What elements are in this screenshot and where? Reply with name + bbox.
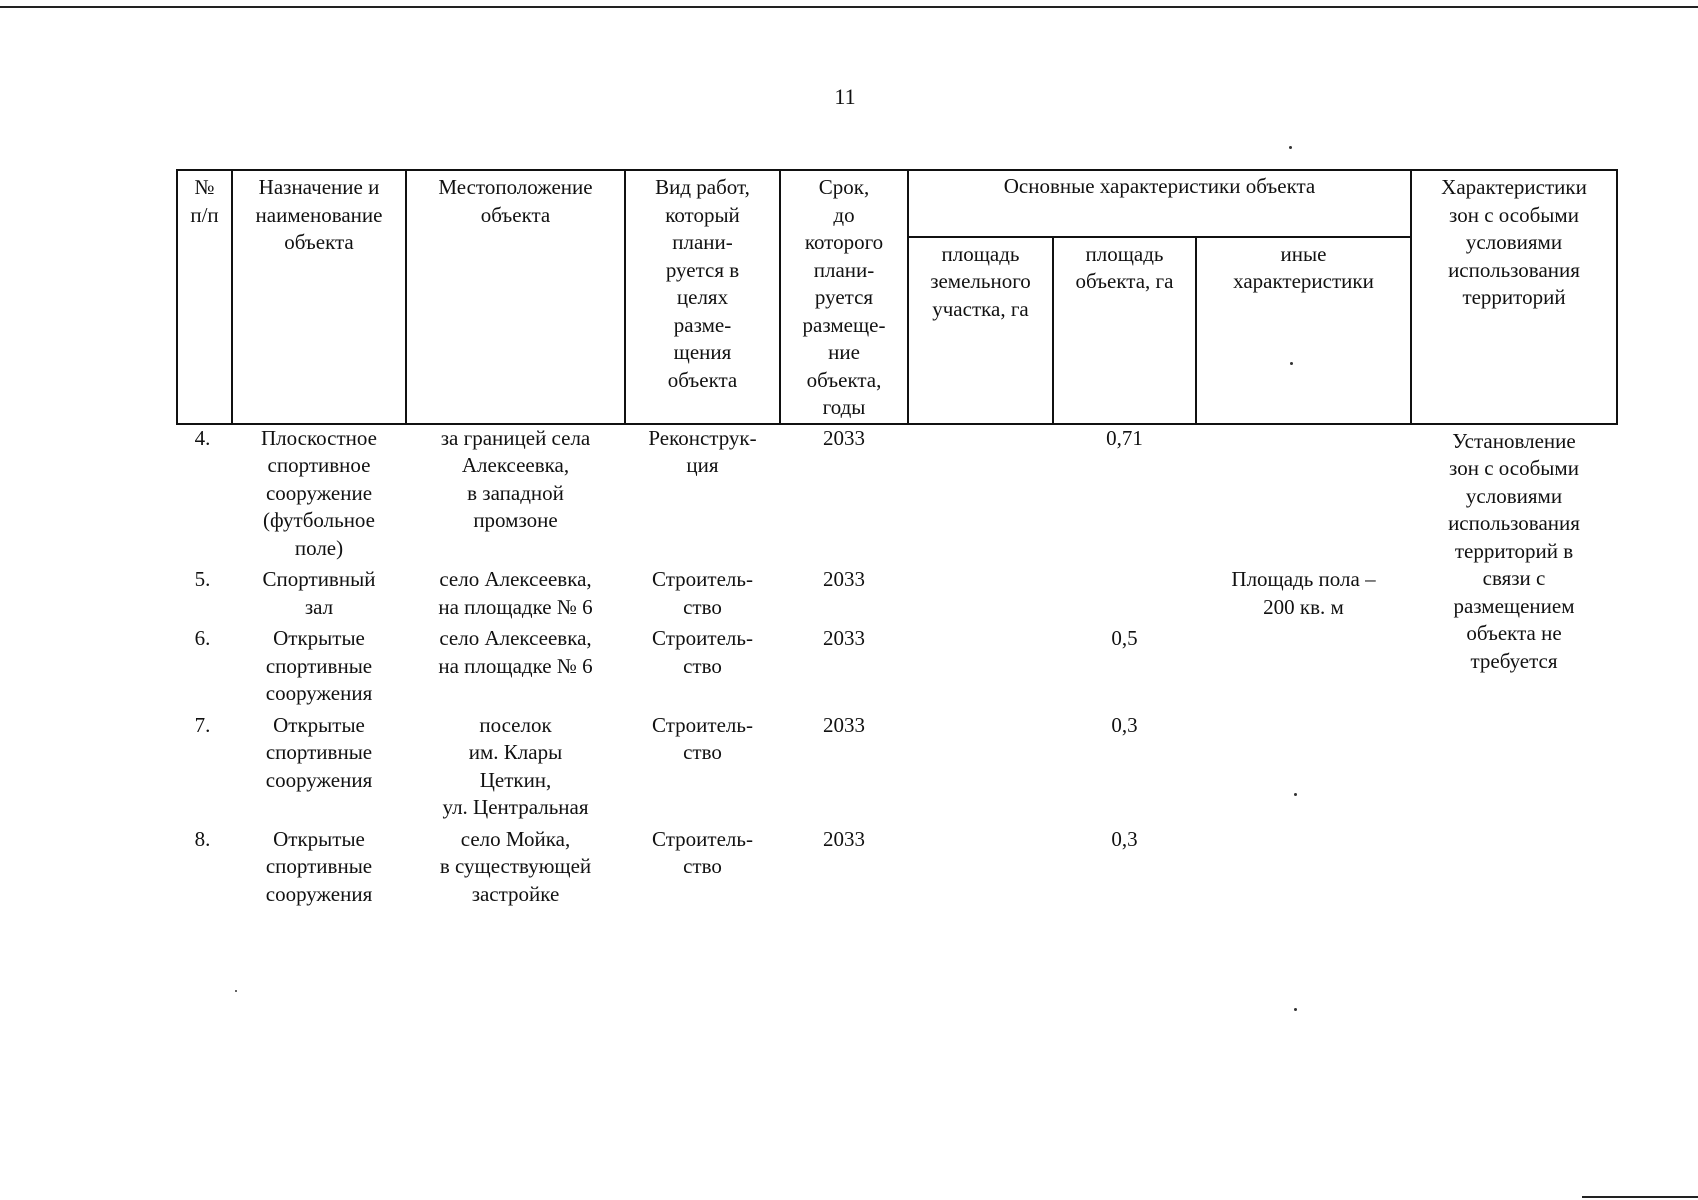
row-term: 2033 — [823, 626, 865, 650]
header-num: № п/п — [177, 170, 232, 424]
row-num: 8. — [194, 826, 211, 851]
header-name: Назначение и наименование объекта — [232, 170, 406, 424]
zones-note: Установление зон с особыми условиями использования территорий в связи с размещением объекта не требуется — [1448, 428, 1580, 673]
row-other — [1196, 712, 1411, 826]
header-zones: Характеристики зон с особыми условиями использования территорий — [1411, 170, 1617, 424]
row-location: село Алексеевка, на площадке № 6 — [438, 626, 593, 678]
row-land-area — [908, 625, 1053, 712]
row-land-area — [908, 424, 1053, 567]
row-location: поселок им. Клары Цеткин, ул. Центральная — [442, 712, 589, 819]
row-object-area: 0,5 — [1111, 626, 1138, 650]
row-object-area: 0,3 — [1111, 712, 1138, 737]
row-name: Открытые спортивные сооружения — [265, 626, 373, 705]
row-work-type: Реконструк- ция — [648, 425, 757, 477]
scan-speck — [1289, 146, 1292, 149]
row-term: 2033 — [823, 712, 865, 737]
row-object-area: 0,3 — [1111, 826, 1138, 851]
header-land-area: площадь земельного участка, га — [908, 237, 1053, 424]
row-land-area — [908, 826, 1053, 913]
row-work-type: Строитель- ство — [652, 626, 753, 678]
table-header-row — [177, 170, 1617, 237]
header-main-characteristics: Основные характеристики объекта — [908, 170, 1411, 237]
header-object-area: площадь объекта, га — [1053, 237, 1196, 424]
table-row — [177, 826, 1617, 913]
row-other — [1196, 625, 1411, 712]
row-term: 2033 — [823, 826, 865, 851]
header-term: Срок, до которого плани- руется размеще- ние объекта, годы — [780, 170, 908, 424]
page-number: 11 — [834, 84, 856, 109]
row-work-type: Строитель- ство — [652, 567, 753, 619]
header-work-type: Вид работ, который плани- руется в целях разме- щения объекта — [625, 170, 780, 424]
scan-border-bottom — [1582, 1196, 1698, 1198]
row-other — [1196, 826, 1411, 913]
scan-speck — [235, 990, 237, 992]
row-name: Открытые спортивные сооружения — [265, 712, 373, 792]
row-location: за границей села Алексеевка, в западной промзоне — [440, 425, 591, 532]
table-row — [177, 566, 1617, 625]
row-num: 4. — [194, 425, 211, 450]
row-object-area — [1053, 566, 1196, 625]
row-name: Спортивный зал — [262, 567, 376, 619]
header-other: иные характеристики — [1196, 237, 1411, 424]
row-term: 2033 — [823, 567, 865, 591]
row-name: Открытые спортивные сооружения — [265, 826, 373, 906]
row-num: 6. — [194, 626, 211, 650]
row-land-area — [908, 712, 1053, 826]
scan-border-top — [0, 6, 1698, 8]
row-term: 2033 — [823, 425, 865, 450]
row-num: 7. — [194, 712, 211, 737]
row-object-area: 0,71 — [1106, 425, 1143, 450]
row-land-area — [908, 566, 1053, 625]
row-num: 5. — [194, 567, 211, 591]
row-location: село Мойка, в существующей застройке — [439, 826, 592, 906]
row-work-type: Строитель- ство — [652, 712, 753, 764]
row-other — [1196, 424, 1411, 567]
row-location: село Алексеевка, на площадке № 6 — [438, 567, 593, 619]
header-location: Местоположение объекта — [406, 170, 625, 424]
table-row — [177, 424, 1617, 567]
table-row — [177, 625, 1617, 712]
scan-speck — [1294, 1008, 1297, 1011]
planned-objects-table — [176, 169, 1618, 912]
table-row — [177, 712, 1617, 826]
row-other: Площадь пола – 200 кв. м — [1231, 567, 1376, 619]
row-work-type: Строитель- ство — [652, 826, 753, 878]
row-name: Плоскостное спортивное сооружение (футбольное поле) — [261, 425, 377, 560]
